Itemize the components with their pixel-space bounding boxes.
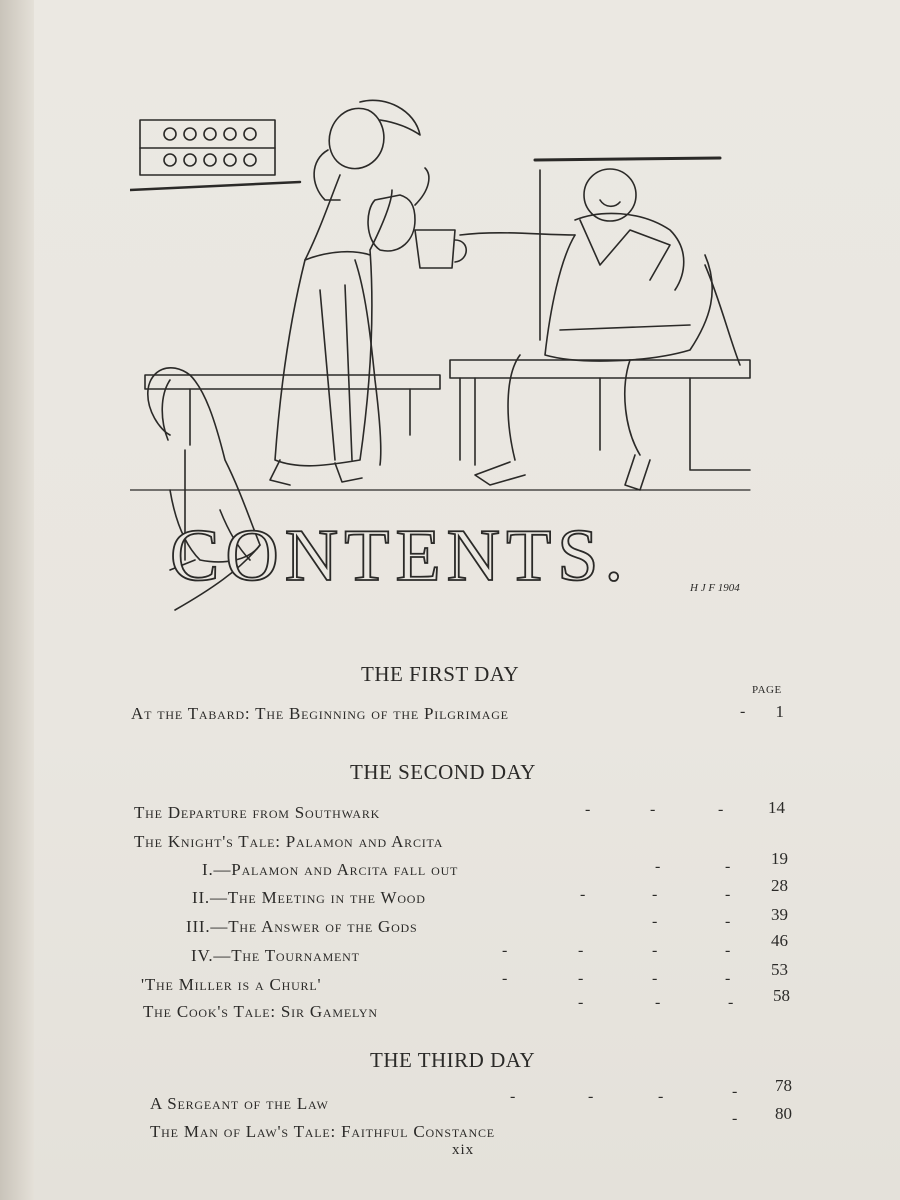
leader-dash: - — [578, 994, 584, 1011]
toc-entry-title: The Knight's Tale: Palamon and Arcita — [134, 832, 444, 851]
leader-dash: - — [725, 913, 731, 930]
toc-entry-title: IV.—The Tournament — [191, 946, 360, 965]
leader-dash: - — [728, 994, 734, 1011]
page-folio: xix — [452, 1142, 475, 1158]
toc-entry-title: II.—The Meeting in the Wood — [192, 888, 426, 907]
toc-entry-title: At the Tabard: The Beginning of the Pilgrimage — [131, 704, 509, 723]
leader-dash: - — [718, 801, 724, 818]
toc-entry-title: The Cook's Tale: Sir Gamelyn — [143, 1002, 378, 1021]
leader-dash: - — [652, 942, 658, 959]
leader-dash: - — [588, 1088, 594, 1105]
leader-dash: - — [578, 942, 584, 959]
toc-entry-page: 53 — [771, 960, 788, 979]
leader-dash: - — [732, 1110, 738, 1127]
section-title-first-day: THE FIRST DAY — [361, 662, 520, 686]
toc-entry-page: 28 — [771, 876, 788, 895]
toc-entry-title: The Man of Law's Tale: Faithful Constance — [150, 1122, 495, 1141]
toc-entry-title: The Departure from Southwark — [134, 803, 381, 822]
leader-dash: - — [655, 994, 661, 1011]
leader-dash: - — [652, 913, 658, 930]
contents-title-text: CONTENTS. — [170, 515, 629, 597]
toc-entry-page: 39 — [771, 905, 788, 924]
leader-dash: - — [732, 1083, 738, 1100]
section-title-third-day: THE THIRD DAY — [370, 1048, 536, 1072]
leader-dash: - — [725, 886, 731, 903]
toc-entry-title: A Sergeant of the Law — [150, 1094, 329, 1113]
leader-dash: - — [502, 970, 508, 987]
toc-entry-page: 46 — [771, 931, 788, 950]
leader-dash: - — [585, 801, 591, 818]
toc-entry-page: 78 — [775, 1076, 792, 1095]
leader-dash: - — [502, 942, 508, 959]
leader-dash: - — [578, 970, 584, 987]
toc-entry-title: III.—The Answer of the Gods — [186, 917, 418, 936]
toc-entry-page: 14 — [768, 798, 785, 817]
leader-dash: - — [652, 886, 658, 903]
leader-dash: - — [655, 858, 661, 875]
page-column-label: PAGE — [752, 684, 782, 696]
leader-dash: - — [725, 858, 731, 875]
leader-dash: - — [510, 1088, 516, 1105]
leader-dash: - — [650, 801, 656, 818]
toc-entry-page: 58 — [773, 986, 790, 1005]
leader-dash: - — [740, 703, 746, 720]
toc-entry-page: 19 — [771, 849, 788, 868]
toc-entry-page: 1 — [775, 702, 784, 721]
leader-dash: - — [652, 970, 658, 987]
section-title-second-day: THE SECOND DAY — [350, 760, 536, 784]
leader-dash: - — [725, 942, 731, 959]
leader-dash: - — [658, 1088, 664, 1105]
toc-entry-page: 80 — [775, 1104, 792, 1123]
artist-signature: H J F 1904 — [690, 582, 740, 594]
toc-entry-title: 'The Miller is a Churl' — [141, 975, 322, 994]
leader-dash: - — [580, 886, 586, 903]
toc-entry-title: I.—Palamon and Arcita fall out — [202, 860, 459, 879]
leader-dash: - — [725, 970, 731, 987]
